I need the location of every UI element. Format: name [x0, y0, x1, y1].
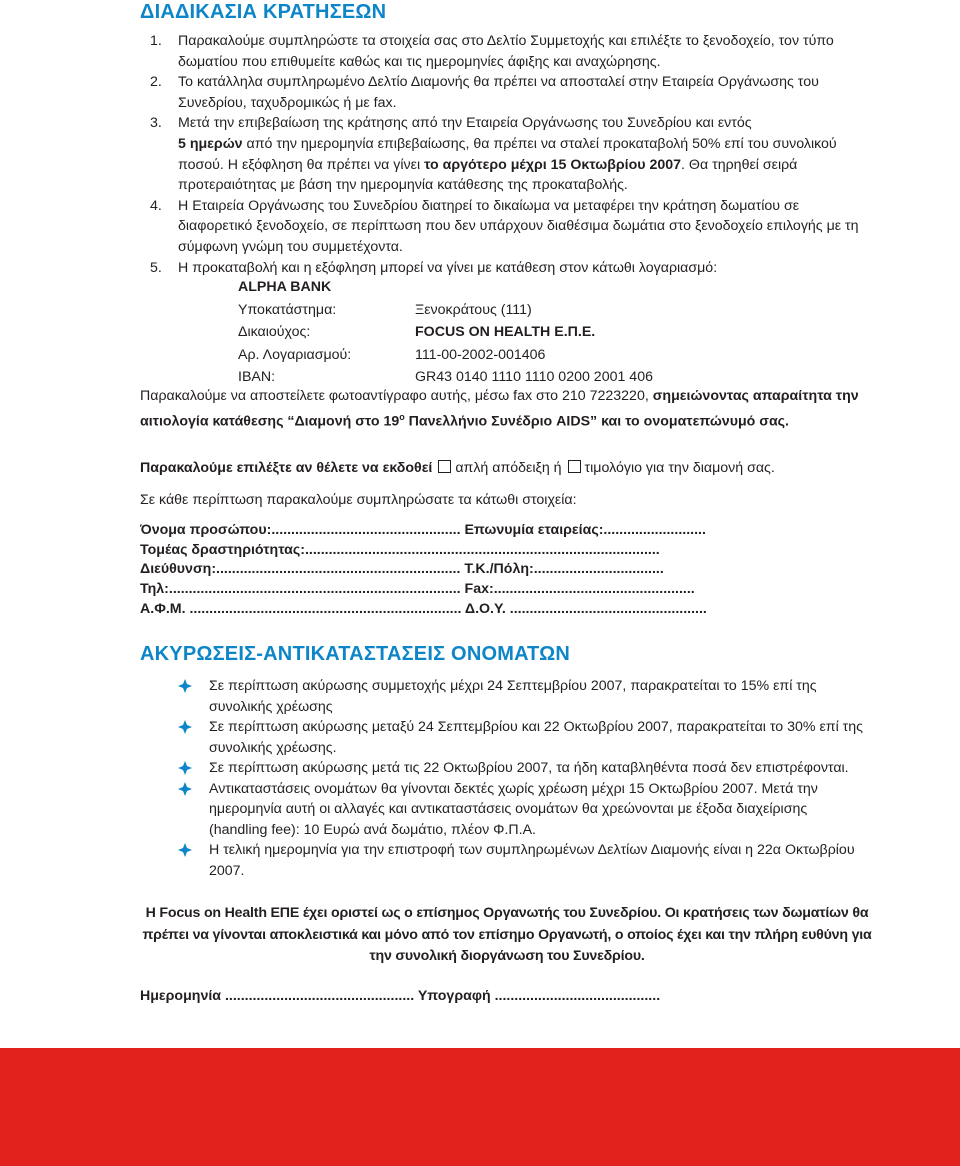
receipt-checkbox[interactable]	[438, 460, 451, 473]
bank-branch-value: Ξενοκράτους (111)	[415, 301, 532, 318]
list-item-text: Σε περίπτωση ακύρωσης μεταξύ 24 Σεπτεμβρίου και 22 Οκτωβρίου 2007, παρακρατείται το 30% επί της συνολικής χρέωσης.	[209, 719, 863, 756]
diamond-bullet-icon	[178, 761, 192, 775]
bank-holder-row	[238, 321, 653, 344]
list-item-text: Αντικαταστάσεις ονομάτων θα γίνονται δεκτές χωρίς χρέωση μέχρι 15 Οκτωβρίου 2007. Μετά την ημερομηνία αυτή οι αλλαγές και αντικαταστάσεις ονομάτων θα χρεώνονται με έξοδα διαχείρισης (handling fee): 10 Ευρώ ανά δωμάτιο, πλέον Φ.Π.Α.	[209, 780, 818, 838]
procedure-item	[150, 31, 870, 72]
superscript: ο	[399, 411, 405, 422]
invoice-checkbox[interactable]	[568, 460, 581, 473]
bank-name: ALPHA BANK	[238, 279, 332, 295]
invoice-option-label: τιμολόγιο για την διαμονή σας.	[584, 460, 775, 476]
fax-text-bold: Πανελλήνιο Συνέδριο AIDS” και το ονοματεπώνυμό σας.	[404, 413, 789, 430]
list-item	[178, 676, 868, 717]
fax-instructions	[140, 386, 860, 432]
procedure-list	[150, 31, 870, 278]
item-text-bold: 5 ημερών	[178, 135, 243, 152]
official-organizer-note: Η Focus on Health ΕΠΕ έχει οριστεί ως ο επίσημος Οργανωτής του Συνεδρίου. Οι κρατήσεις των δωματίων θα πρέπει να γίνονται αποκλειστικά και μόνο από τον επίσημο Οργανωτή, ο οποίος έχει και την πλήρη ευθύνη για την συνολική διοργάνωση του Συνεδρίου.	[142, 905, 872, 964]
cancellation-title: ΑΚΥΡΩΣΕΙΣ-ΑΝΤΙΚΑΤΑΣΤΑΣΕΙΣ ΟΝΟΜΑΤΩΝ	[140, 643, 570, 665]
fill-prompt: Σε κάθε περίπτωση παρακαλούμε συμπληρώσατε τα κάτωθι στοιχεία:	[140, 492, 577, 508]
item-number: 1.	[150, 33, 162, 49]
bank-holder-value: FOCUS ON HEALTH Ε.Π.Ε.	[415, 324, 596, 340]
item-number: 2.	[150, 74, 162, 91]
bank-holder-label: Δικαιούχος:	[238, 324, 311, 340]
item-text: από την ημερομηνία επιβεβαίωσης, θα πρέπει να σταλεί προκαταβολή 50% επί του συνολικού ποσού. Η εξόφληση θα πρέπει να γίνει	[178, 135, 837, 173]
list-item	[178, 840, 868, 881]
details-form	[140, 521, 707, 620]
item-number: 3.	[150, 115, 162, 132]
item-text: Η προκαταβολή και η εξόφληση μπορεί να γίνει με κατάθεση στον κάτωθι λογαριασμό:	[178, 259, 718, 276]
item-number: 4.	[150, 197, 162, 214]
bank-iban-label: IBAN:	[238, 369, 276, 385]
procedure-item	[150, 113, 870, 195]
receipt-option-label: απλή απόδειξη ή	[455, 460, 562, 476]
footer-red-band	[0, 1048, 960, 1166]
form-row-phone[interactable]: Τηλ:.......................................................................... Fax:...................................................	[140, 581, 695, 598]
item-text: . Θα τηρηθεί σειρά προτεραιότητας με βάση την ημερομηνία κατάθεσης της προκαταβολής.	[178, 156, 798, 194]
bank-account-label: Αρ. Λογαριασμού:	[238, 346, 352, 363]
item-text: Παρακαλούμε συμπληρώστε τα στοιχεία σας στο Δελτίο Συμμετοχής και επιλέξτε το ξενοδοχείο, τον τύπο δωματίου που επιθυμείτε καθώς και τις ημερομηνίες άφιξης και αναχώρησης.	[178, 33, 834, 70]
list-item-text: Η τελική ημερομηνία για την επιστροφή των συμπληρωμένων Δελτίων Διαμονής είναι η 22α Οκτωβρίου 2007.	[209, 842, 855, 879]
list-item-text: Σε περίπτωση ακύρωσης μετά τις 22 Οκτωβρίου 2007, τα ήδη καταβληθέντα ποσά δεν επιστρέφονται.	[209, 760, 849, 776]
fax-text-bold: σημειώνοντας απαραίτητα την αιτιολογία κατάθεσης “Διαμονή στο 19	[140, 388, 859, 430]
diamond-bullet-icon	[178, 782, 192, 796]
procedure-title: ΔΙΑΔΙΚΑΣΙΑ ΚΡΑΤΗΣΕΩΝ	[140, 1, 387, 23]
bank-iban-value: GR43 0140 1110 1110 0200 2001 406	[415, 369, 653, 385]
item-text: Μετά την επιβεβαίωση της κράτησης από την Εταιρεία Οργάνωσης του Συνεδρίου και εντός	[178, 115, 752, 132]
bank-branch-row	[238, 299, 653, 322]
bank-account-value: 111-00-2002-001406	[415, 346, 546, 363]
fax-text: Παρακαλούμε να αποστείλετε φωτοαντίγραφο αυτής, μέσω fax στο 210 7223220,	[140, 388, 653, 404]
item-text: Το κατάλληλα συμπληρωμένο Δελτίο Διαμονής θα πρέπει να αποσταλεί στην Εταιρεία Οργάνωσης του Συνεδρίου, ταχυδρομικώς ή με fax.	[178, 74, 819, 111]
list-item	[178, 717, 868, 758]
diamond-bullet-icon	[178, 720, 192, 734]
signature-row[interactable]: Ημερομηνία ................................................ Υπογραφή ..........................................	[140, 988, 661, 1004]
list-item-text: Σε περίπτωση ακύρωσης συμμετοχής μέχρι 24 Σεπτεμβρίου 2007, παρακρατείται το 15% επί της συνολικής χρέωσης	[209, 678, 817, 715]
list-item	[178, 758, 868, 779]
bank-details	[238, 276, 653, 389]
cancellation-list	[178, 676, 868, 881]
form-row-sector[interactable]: Τομέας δραστηριότητας:..........................................................................................	[140, 541, 660, 558]
receipt-choice	[140, 458, 860, 479]
receipt-lead: Παρακαλούμε επιλέξτε αν θέλετε να εκδοθεί	[140, 460, 433, 476]
diamond-bullet-icon	[178, 843, 192, 857]
form-row-address[interactable]: Διεύθυνση:.............................................................. Τ.Κ./Πόλη:.................................	[140, 561, 664, 578]
procedure-item	[150, 72, 870, 113]
form-row-name[interactable]: Όνομα προσώπου:................................................ Επωνυμία εταιρείας:..........................	[140, 522, 706, 538]
form-row-vat[interactable]: Α.Φ.Μ. ..................................................................... Δ.Ο.Υ. ..................................................	[140, 600, 707, 617]
item-number: 5.	[150, 259, 162, 276]
list-item	[178, 779, 868, 841]
item-text-bold: το αργότερο μέχρι 15 Οκτωβρίου 2007	[424, 156, 682, 173]
bank-account-row	[238, 344, 653, 367]
procedure-item	[150, 196, 870, 258]
diamond-bullet-icon	[178, 679, 192, 693]
bank-branch-label: Υποκατάστημα:	[238, 301, 337, 318]
item-text: Η Εταιρεία Οργάνωσης του Συνεδρίου διατηρεί το δικαίωμα να μεταφέρει την κράτηση δωματίου σε διαφορετικό ξενοδοχείο, σε περίπτωση που δεν υπάρχουν διαθέσιμα δωμάτια στο ξενοδοχείο επιλογής με τη σύμφωνη γνώμη του συμμετέχοντα.	[178, 197, 859, 255]
